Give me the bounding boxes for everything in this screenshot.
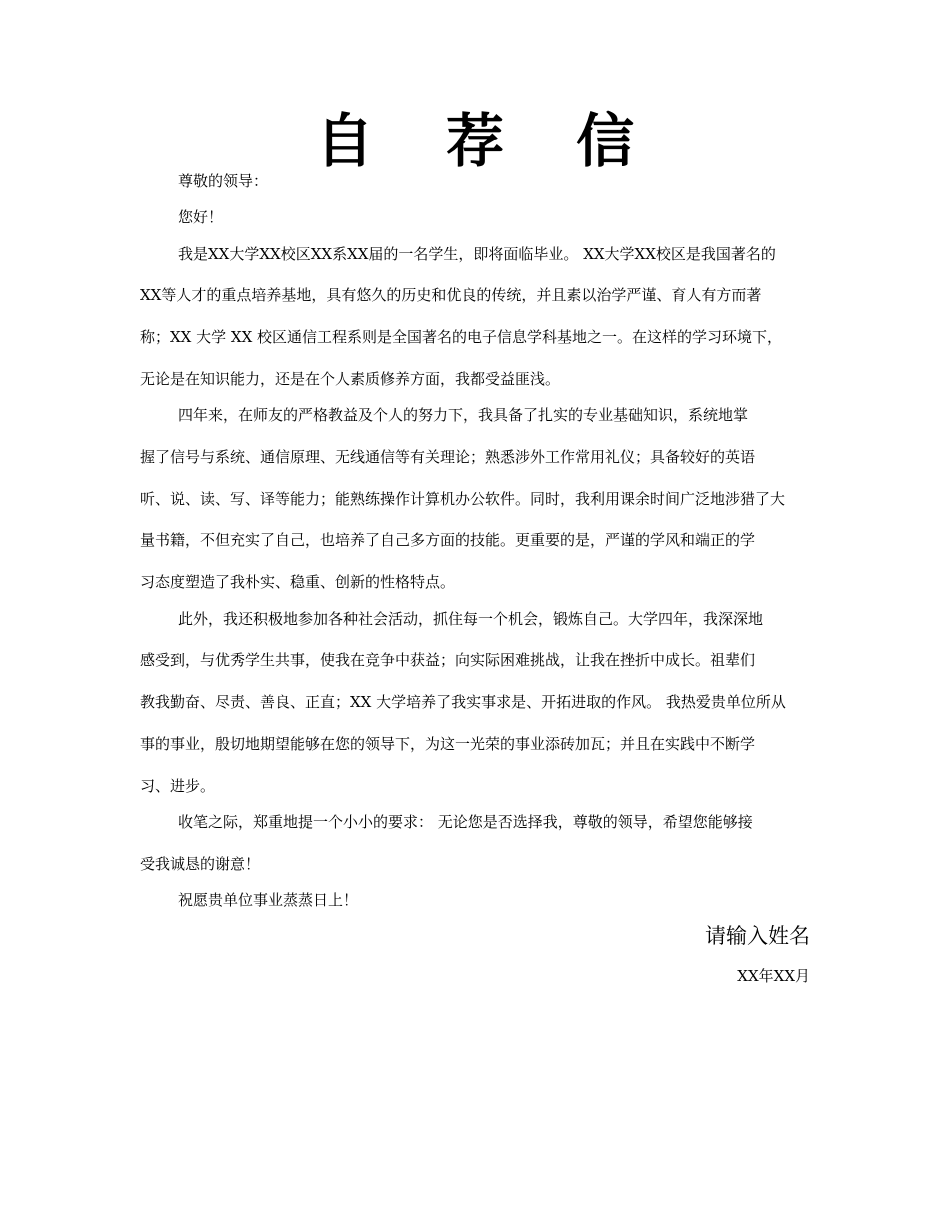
paragraph-2-line-5: 习态度塑造了我朴实、稳重、创新的性格特点。 [140,573,456,591]
signature-name: 请输入姓名 [705,924,810,948]
paragraph-4-line-1: 收笔之际，郑重地提一个小小的要求： 无论您是否选择我，尊敬的领导，希望您能够接 [178,813,753,831]
greeting: 您好！ [178,208,224,226]
paragraph-1-line-4: 无论是在知识能力，还是在个人素质修养方面，我都受益匪浅。 [140,370,561,388]
signature-date: XX年XX月 [737,967,810,985]
paragraph-2-line-3: 听、说、读、写、译等能力；能熟练操作计算机办公软件。同时，我利用课余时间广泛地涉猎了大 [140,490,786,508]
closing-wish: 祝愿贵单位事业蒸蒸日上！ [178,891,359,909]
salutation: 尊敬的领导： [178,172,269,190]
paragraph-4-line-2: 受我诚恳的谢意！ [140,855,261,873]
letter-title: 自 荐 信 [315,107,661,175]
paragraph-2-line-4: 量书籍，不但充实了自己，也培养了自己多方面的技能。更重要的是，严谨的学风和端正的学 [140,531,756,549]
paragraph-3-line-2: 感受到，与优秀学生共事，使我在竞争中获益；向实际困难挑战，让我在挫折中成长。祖辈们 [140,651,756,669]
paragraph-3-line-4: 事的事业，殷切地期望能够在您的领导下，为这一光荣的事业添砖加瓦；并且在实践中不断学 [140,735,756,753]
paragraph-2-line-1: 四年来，在师友的严格教益及个人的努力下，我具备了扎实的专业基础知识，系统地掌 [178,406,749,424]
paragraph-1-line-1: 我是XX大学XX校区XX系XX届的一名学生，即将面临毕业。 XX大学XX校区是我国著名的 [178,245,776,263]
paragraph-1-line-3: 称；XX 大学 XX 校区通信工程系则是全国著名的电子信息学科基地之一。在这样的学习环境下， [140,328,783,346]
paragraph-1-line-2: XX等人才的重点培养基地，具有悠久的历史和优良的传统，并且素以治学严谨、育人有方而著 [140,286,762,304]
paragraph-3-line-1: 此外，我还积极地参加各种社会活动，抓住每一个机会，锻炼自己。大学四年，我深深地 [178,610,764,628]
paragraph-3-line-3: 教我勤奋、尽责、善良、正直；XX 大学培养了我实事求是、开拓进取的作风。 我热爱贵单位所从 [140,693,786,711]
paragraph-3-line-5: 习、进步。 [140,777,216,795]
paragraph-2-line-2: 握了信号与系统、通信原理、无线通信等有关理论；熟悉涉外工作常用礼仪；具备较好的英语 [140,448,756,466]
